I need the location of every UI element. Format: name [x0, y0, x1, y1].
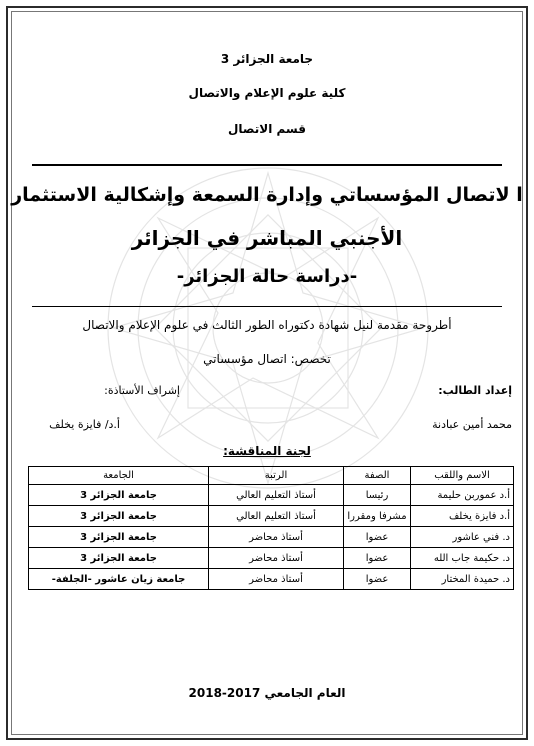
academic-year: العام الجامعي 2017-2018 — [188, 686, 346, 700]
member-university: جامعة الجزائر 3 — [29, 527, 209, 548]
table-row — [29, 548, 514, 569]
member-role: رئيسا — [344, 485, 411, 506]
member-name: د. فني عاشور — [411, 527, 514, 548]
table-row — [29, 506, 514, 527]
member-name: د. حميدة المختار — [411, 569, 514, 590]
member-rank: أستاذ محاضر — [209, 569, 344, 590]
member-name: أ.د عموربن حليمة — [411, 485, 514, 506]
document-page — [6, 6, 528, 740]
student-label: إعداد الطالب: — [438, 384, 512, 397]
page-border — [11, 11, 523, 735]
table-row — [29, 527, 514, 548]
student-name: محمد أمين عبادنة — [432, 418, 512, 431]
table-row — [29, 485, 514, 506]
member-rank: أستاذ التعليم العالي — [209, 506, 344, 527]
thesis-title-line2: الأجنبي المباشر في الجزائر — [131, 226, 403, 250]
supervisor-name: أ.د/ فايزة يخلف — [49, 418, 120, 431]
column-header-role: الصفة — [344, 467, 411, 485]
member-university: جامعة الجزائر 3 — [29, 485, 209, 506]
bottom-divider — [32, 306, 502, 307]
column-header-name: الاسم واللقب — [411, 467, 514, 485]
member-role: عضوا — [344, 569, 411, 590]
specialty: تخصص: اتصال مؤسساتي — [203, 352, 331, 366]
committee-title: لجنة المناقشة: — [223, 444, 311, 458]
member-rank: أستاذ محاضر — [209, 527, 344, 548]
thesis-description: أطروحة مقدمة لنيل شهادة دكتوراه الطور الثالث في علوم الإعلام والاتصال — [82, 318, 452, 332]
column-header-university: الجامعة — [29, 467, 209, 485]
member-university: جامعة زيان عاشور -الجلفة- — [29, 569, 209, 590]
faculty-name: كلية علوم الإعلام والاتصال — [188, 86, 346, 100]
member-rank: أستاذ التعليم العالي — [209, 485, 344, 506]
table-header-row — [29, 467, 514, 485]
top-divider — [32, 164, 502, 166]
member-university: جامعة الجزائر 3 — [29, 506, 209, 527]
member-role: مشرفا ومقررا — [344, 506, 411, 527]
member-name: أ.د فايزة يخلف — [411, 506, 514, 527]
department-name: قسم الاتصال — [228, 122, 306, 136]
table-row — [29, 569, 514, 590]
committee-table — [28, 466, 514, 590]
supervisor-label: إشراف الأستاذة: — [104, 384, 180, 397]
thesis-title-line3: -دراسة حالة الجزائر- — [176, 266, 358, 287]
member-university: جامعة الجزائر 3 — [29, 548, 209, 569]
member-role: عضوا — [344, 527, 411, 548]
member-role: عضوا — [344, 548, 411, 569]
member-rank: أستاذ محاضر — [209, 548, 344, 569]
member-name: د. حكيمة جاب الله — [411, 548, 514, 569]
column-header-rank: الرتبة — [209, 467, 344, 485]
thesis-title-line1: ا لاتصال المؤسساتي وإدارة السمعة وإشكالية الاستثمار — [11, 184, 523, 206]
university-name: جامعة الجزائر 3 — [220, 52, 314, 66]
